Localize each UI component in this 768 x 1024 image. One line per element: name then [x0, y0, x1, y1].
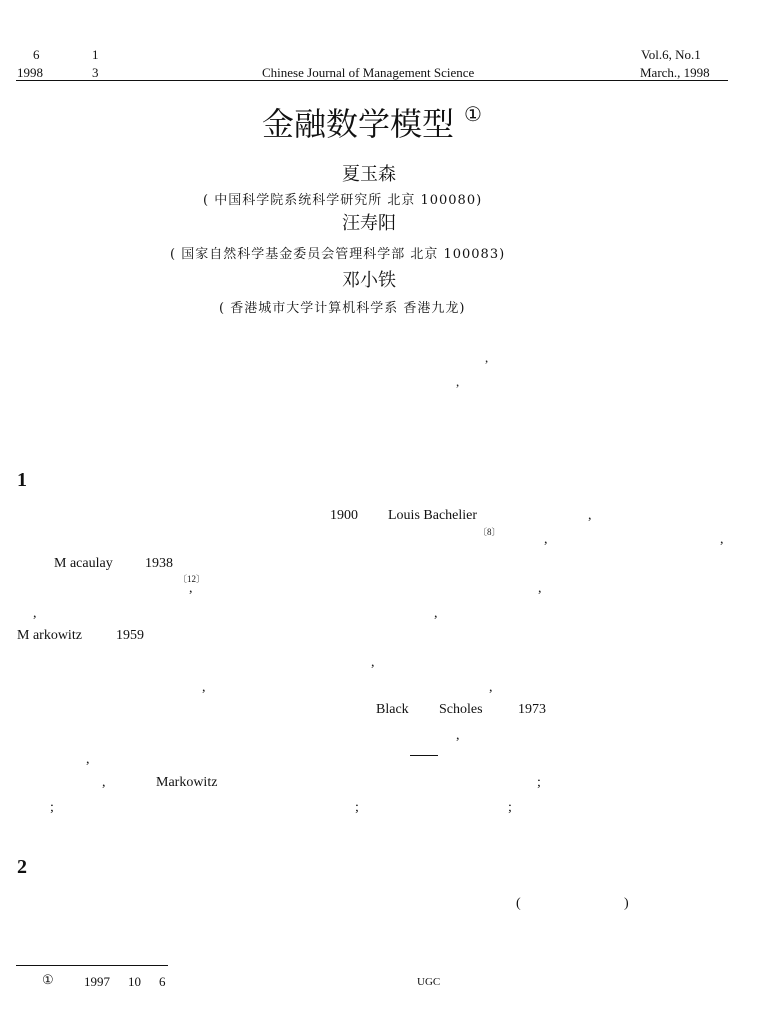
- s1-semicolon: ;: [508, 800, 512, 815]
- header-month: 3: [92, 65, 99, 80]
- author-name-3: 邓小铁: [342, 270, 396, 291]
- section-2-number: 2: [17, 856, 27, 878]
- s1-name-bachelier: Louis Bachelier: [388, 508, 478, 523]
- s1-comma: ,: [538, 581, 542, 596]
- s1-comma: ,: [33, 606, 37, 621]
- author-name-1: 夏玉森: [342, 164, 396, 185]
- header-date: March., 1998: [640, 65, 710, 80]
- footnote-day: 6: [159, 974, 166, 989]
- title-footnote-mark: ①: [464, 102, 482, 126]
- s1-semicolon: ;: [50, 800, 54, 815]
- s1-name-scholes: Scholes: [439, 702, 483, 717]
- header-volume-number: 6: [33, 47, 40, 62]
- s1-comma: ,: [720, 532, 724, 547]
- s1-year-1973: 1973: [518, 702, 546, 717]
- author-affiliation-2: ( 国家自然科学基金委员会管理科学部 北京 100083): [170, 247, 506, 262]
- footnote-mark: ①: [42, 973, 54, 988]
- author-affiliation-1: ( 中国科学院系统科学研究所 北京 100080): [203, 193, 483, 208]
- header-year: 1998: [17, 65, 43, 80]
- s1-comma: ,: [456, 728, 460, 743]
- s1-comma: ,: [102, 775, 106, 790]
- s1-comma: ,: [202, 680, 206, 695]
- s1-year-1900: 1900: [330, 508, 358, 523]
- author-affiliation-3: ( 香港城市大学计算机科学系 香港九龙): [219, 301, 466, 316]
- abstract-comma-1: ,: [485, 350, 489, 365]
- s1-name-markowitz: M arkowitz: [17, 628, 82, 643]
- s1-name-markowitz-2: Markowitz: [156, 775, 218, 790]
- s1-comma: ,: [189, 581, 193, 596]
- s1-comma: ,: [544, 532, 548, 547]
- footnote-month: 10: [128, 974, 141, 989]
- s1-name-black: Black: [376, 702, 409, 717]
- s1-year-1959: 1959: [116, 628, 144, 643]
- s1-comma: ,: [588, 508, 592, 523]
- section-1-number: 1: [17, 469, 27, 491]
- s1-dash-rule: [410, 755, 438, 756]
- s1-ref-12: 〔12〕: [178, 574, 206, 584]
- abstract-comma-2: ,: [456, 374, 460, 389]
- s1-semicolon: ;: [537, 775, 541, 790]
- s1-comma: ,: [86, 752, 90, 767]
- footnote-code: UGC: [417, 976, 441, 988]
- footnote-rule: [16, 965, 168, 966]
- header-journal: Chinese Journal of Management Science: [262, 65, 475, 80]
- s2-paren-close: ): [624, 896, 629, 911]
- s1-year-1938: 1938: [145, 556, 173, 571]
- header-issue-number: 1: [92, 47, 99, 62]
- s1-ref-8: 〔8〕: [478, 527, 501, 537]
- s1-semicolon: ;: [355, 800, 359, 815]
- page-title: 金融数学模型: [262, 105, 455, 143]
- header-rule: [16, 80, 728, 81]
- s2-paren-open: (: [516, 896, 521, 911]
- s1-name-macaulay: M acaulay: [54, 556, 113, 571]
- s1-comma: ,: [489, 680, 493, 695]
- s1-comma: ,: [371, 655, 375, 670]
- header-vol: Vol.6, No.1: [641, 47, 701, 62]
- footnote-year: 1997: [84, 974, 110, 989]
- author-name-2: 汪寿阳: [342, 213, 396, 234]
- s1-comma: ,: [434, 606, 438, 621]
